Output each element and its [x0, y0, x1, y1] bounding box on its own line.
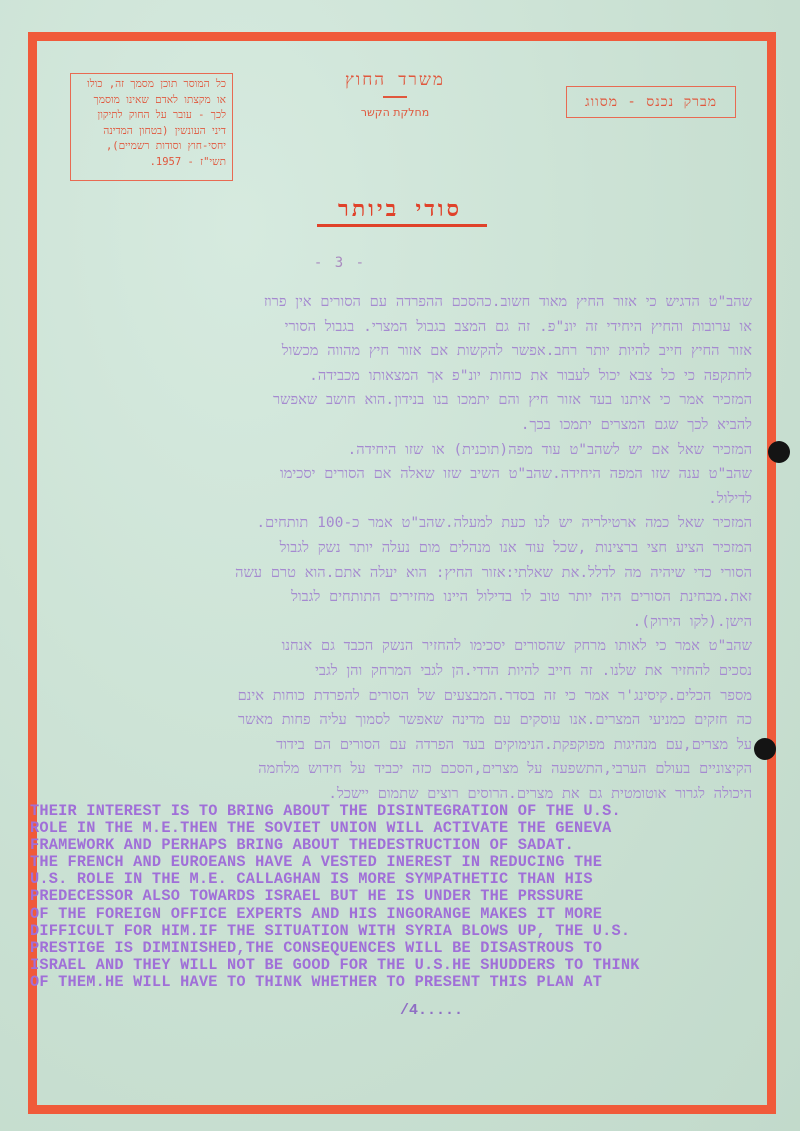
hebrew-line: המזכיר שאל אם יש לשהב"ט עוד מפה(תוכנית) או שזו היחידה. [347, 440, 752, 458]
hebrew-line: הקיצוניים בעולם הערבי,התשפעה על מצרים,הסכם כזה יכביד על חידוש מלחמה [258, 760, 752, 778]
english-line: FRAMEWORK AND PERHAPS BRING ABOUT THEDESTRUCTION OF SADAT. [30, 837, 575, 855]
hebrew-line: מספר הכלים.קיסינג'ר אמר כי זה בסדר.המבצעים של הסורים להפרדת כוחות אינם [237, 686, 752, 704]
hebrew-body-text [40, 290, 752, 806]
classification-underline [317, 224, 487, 227]
hebrew-line: המזכיר שאל כמה ארטילריה יש לנו כעת למעלה.שהב"ט אמר כ-100 תותחים. [256, 514, 752, 532]
punch-hole [754, 738, 776, 760]
hebrew-line: הישן.(לקו הירוק). [632, 612, 752, 630]
hebrew-line: היכולה לגרור אוטומטית גם את מצרים.הרוסים רוצים שתמום יישכל. [328, 784, 752, 802]
hebrew-line: המזכיר הציע חצי ברצינות ,שכל עוד אנו מנהלים מום נעלה יותר נשק לגבול [279, 538, 752, 556]
english-line: THE FRENCH AND EUROEANS HAVE A VESTED INEREST IN REDUCING THE [30, 854, 603, 872]
english-line: OF THEM.HE WILL HAVE TO THINK WHETHER TO PRESENT THIS PLAN AT [30, 973, 603, 991]
frame-border-right [767, 32, 776, 1114]
classification-stamp: סודי ביותר [338, 197, 462, 222]
hebrew-line: אזור החיץ חייב להיות יותר רחב.אפשר להקשות אם אזור חיץ מהווה מכשול [281, 342, 752, 360]
hebrew-line: לדילול. [708, 489, 752, 507]
hebrew-line: או ערובות והחיץ היחידי זה יונ"פ. זה גם המצב בגבול המצרי. בגבול הסורי [284, 317, 752, 335]
hebrew-line: זאת.מבחינת הסורים היה יותר טוב לו בדילול היינו מחזירים התותחים לגבול [291, 588, 752, 606]
continuation-marker: /4..... [400, 1002, 464, 1019]
hebrew-line: על מצרים,עם מנהיגות מפוקפקת.הנימוקים בעד הפרדה עם הסורים הם בידוד [276, 735, 752, 753]
frame-border-top [28, 32, 776, 41]
ministry-header [330, 70, 460, 119]
notice-line: כל המוסר תוכן מסמך זה, כולו [87, 78, 226, 90]
hebrew-line: הסורי כדי שיהיה מה לדלל.את שאלתי:אזור החיץ: הוא יעלה אתם.הוא טרם עשה [235, 563, 752, 581]
hebrew-line: שהב"ט ענה שזו המפה היחידה.שהב"ט השיב שזו שאלה אם הסורים יסכימו [280, 465, 752, 483]
english-line: DIFFICULT FOR HIM.IF THE SITUATION WITH SYRIA BLOWS UP, THE U.S. [30, 922, 631, 940]
english-line: PRESTIGE IS DIMINISHED,THE CONSEQUENCES WILL BE DISASTROUS TO [30, 939, 603, 957]
hebrew-line: שהב"ט אמר כי לאותו מרחק שהסורים יסכימו להחזיר הנשק הכבד גם אנחנו [281, 637, 752, 655]
hebrew-line: כה חזקים כמניעי המצרים.אנו עוסקים עם מדינה שאפשר לסמוך עליה פחות מאשר [238, 711, 752, 729]
telegram-type-box: מברק נכנס - מסווג [566, 86, 736, 118]
hebrew-line: להביא לכך שגם המצרים יתמכו בכך. [520, 415, 752, 433]
english-line: OF THE FOREIGN OFFICE EXPERTS AND HIS INGORANGE MAKES IT MORE [30, 905, 603, 923]
english-line: PREDECESSOR ALSO TOWARDS ISRAEL BUT HE IS UNDER THE PRSSURE [30, 888, 584, 906]
header-divider [383, 96, 407, 98]
frame-border-bottom [28, 1105, 776, 1114]
page-number: - 3 - [313, 255, 367, 271]
english-body-text [30, 803, 760, 991]
notice-line: לכך - עובר על החוק לתיקון [97, 109, 226, 121]
notice-line: או מקצתו לאדם שאינו מוסמך [93, 93, 226, 106]
hebrew-line: נסכים להחזיר את שלנו. זה חייב להיות הדדי.הן לגבי המרחק והן לגבי [315, 661, 752, 679]
english-line: ISRAEL AND THEY WILL NOT BE GOOD FOR THE U.S.HE SHUDDERS TO THINK [30, 956, 640, 974]
notice-line: יחסי-חוץ וסודות רשמיים), [105, 140, 226, 152]
department-name: מחלקת הקשר [360, 105, 430, 119]
notice-line: תשי"ז - 1957. [149, 155, 226, 168]
english-line: U.S. ROLE IN THE M.E. CALLAGHAN IS MORE SYMPATHETIC THAN HIS [30, 871, 593, 889]
notice-line: דיני העונשין (בטחון המדינה [103, 124, 226, 137]
english-line: ROLE IN THE M.E.THEN THE SOVIET UNION WILL ACTIVATE THE GENEVA [30, 820, 612, 838]
legal-notice-box [70, 73, 233, 181]
hebrew-line: המזכיר אמר כי איתנו בעד אזור חיץ והם יתמכו בנו בנידון.הוא חושב שאפשר [273, 391, 752, 409]
english-line: THEIR INTEREST IS TO BRING ABOUT THE DISINTEGRATION OF THE U.S. [30, 803, 621, 820]
punch-hole [768, 441, 790, 463]
ministry-name: משרד החוץ [345, 70, 445, 90]
hebrew-line: שהב"ט הדגיש כי אזור החיץ מאוד חשוב.כהסכם ההפרדה עם הסורים אין פרוז [263, 293, 752, 310]
hebrew-line: לחתקפה כי כל צבא יכול לעבור את כוחות יונ"פ אך המצאותו מכבידה. [309, 366, 752, 384]
